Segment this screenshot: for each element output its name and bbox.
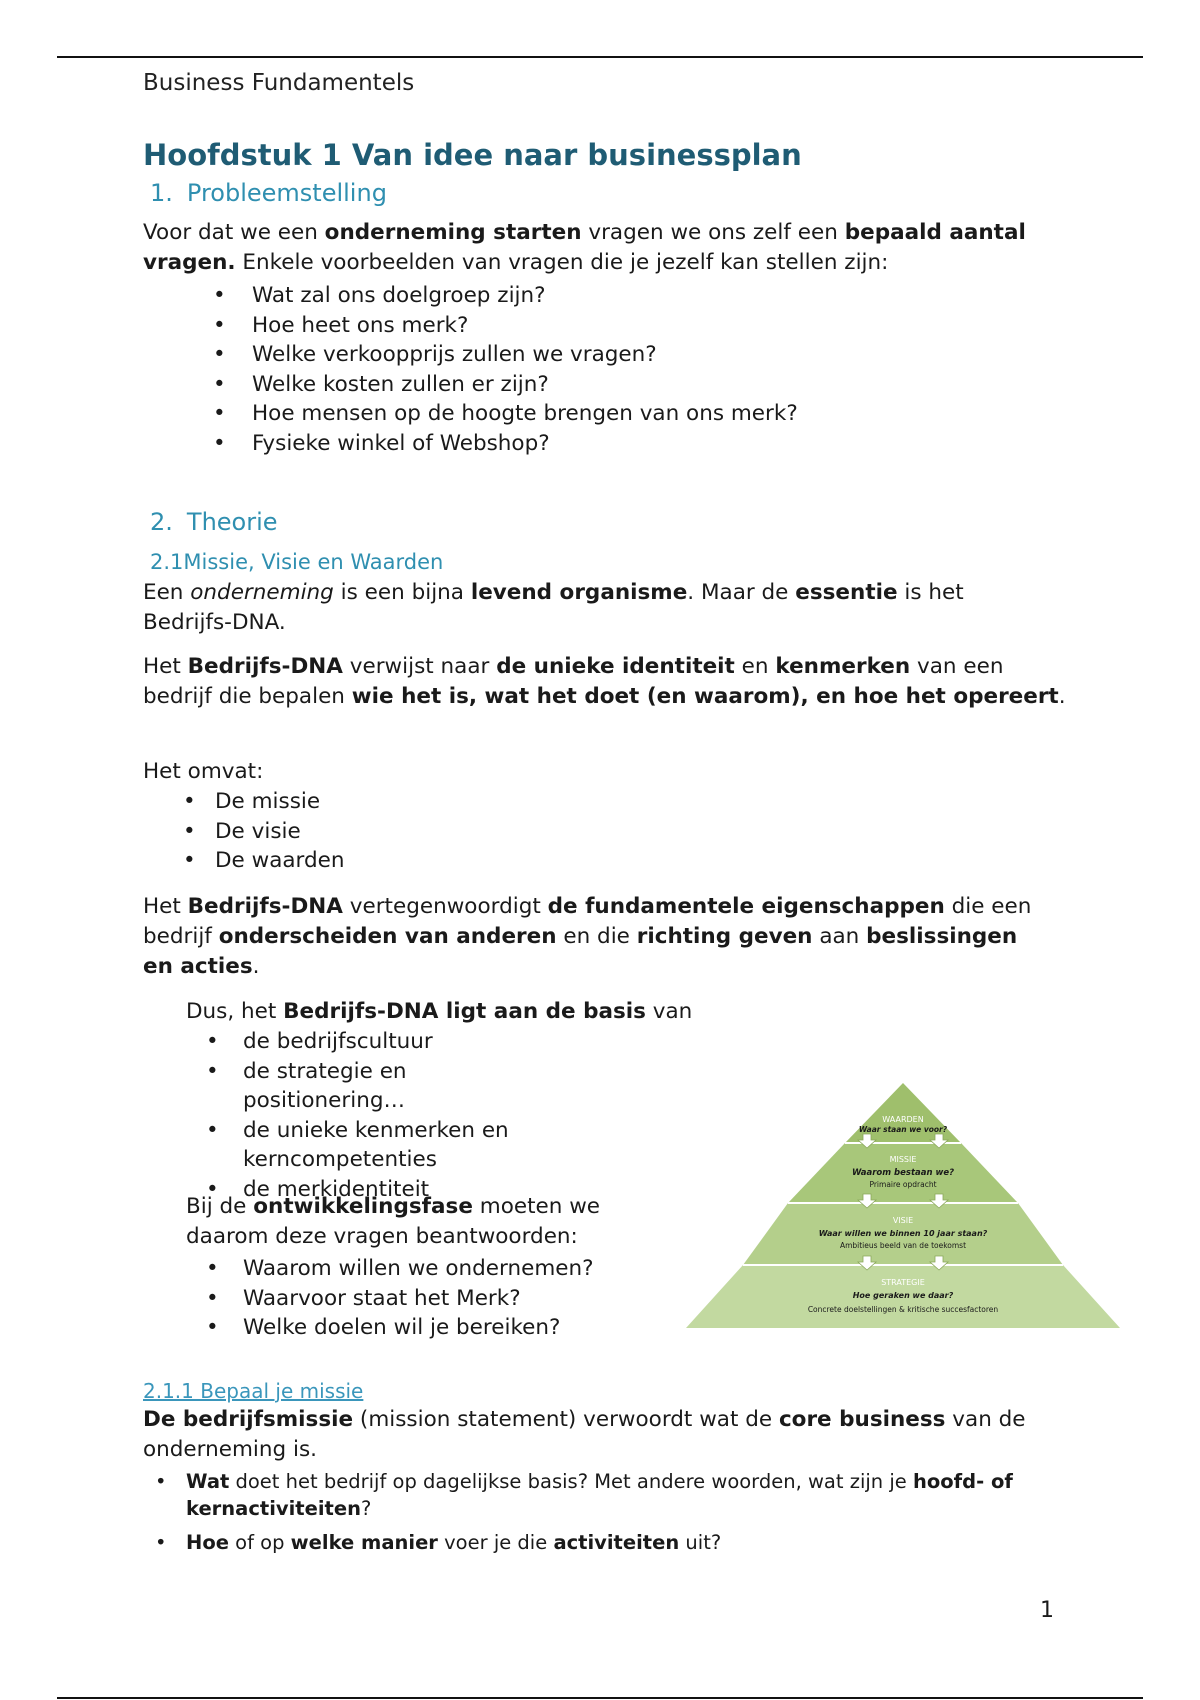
section-1-intro: Voor dat we een onderneming starten vragen we ons zelf een bepaald aantal vragen. Enkele voorbeelden van vragen die je jezelf kan stellen zijn: — [143, 220, 1026, 275]
list-item: • De waarden — [143, 846, 643, 876]
missie-paragraph: De bedrijfsmissie (mission statement) verwoordt wat de core business van de onderneming is. — [143, 1407, 1026, 1462]
subsection-heading: 2.1Missie, Visie en Waarden — [150, 550, 444, 574]
pyramid-label-strategy: STRATEGIE — [881, 1278, 925, 1287]
list-item: • de bedrijfscultuur — [143, 1027, 573, 1057]
list-item: • Hoe of op welke manier voer je die activiteiten uit? — [143, 1527, 1083, 1558]
list-item: • Wat zal ons doelgroep zijn? — [143, 281, 943, 311]
list-item: • Welke kosten zullen er zijn? — [143, 370, 943, 400]
section-1-number: 1. — [150, 179, 173, 207]
pyramid-note-mission: Primaire opdracht — [869, 1180, 937, 1189]
dus-paragraph: Dus, het Bedrijfs-DNA ligt aan de basis van — [186, 999, 693, 1024]
omvat-label: Het omvat: — [143, 759, 264, 784]
list-item: • Hoe heet ons merk? — [143, 311, 943, 341]
fase-questions-list — [143, 1254, 703, 1343]
pyramid-level-values — [845, 1083, 961, 1143]
section-1-title: Probleemstelling — [186, 179, 387, 207]
list-item: • Wat doet het bedrijf op dagelijkse basis? Met andere woorden, wat zijn je hoofd- of kernactiviteiten? — [143, 1468, 1083, 1522]
list-item: • Fysieke winkel of Webshop? — [143, 429, 943, 459]
page-number: 1 — [1040, 1598, 1054, 1623]
section-2-number: 2. — [150, 508, 173, 536]
list-item: • de unieke kenmerken en kerncompetenties — [143, 1116, 573, 1175]
pyramid-note-vision: Ambitieus beeld van de toekomst — [839, 1241, 967, 1250]
section-2-heading — [150, 508, 278, 536]
chapter-title: Hoofdstuk 1 Van idee naar businessplan — [143, 138, 802, 172]
fase-paragraph: Bij de ontwikkelingsfase moeten we daarom deze vragen beantwoorden: — [186, 1194, 601, 1249]
basis-list — [143, 1027, 573, 1204]
pyramid-label-mission: MISSIE — [889, 1155, 917, 1164]
section-2-title: Theorie — [186, 508, 278, 536]
pyramid-question-values: Waar staan we voor? — [858, 1125, 948, 1134]
list-item: • Waarom willen we ondernemen? — [143, 1254, 703, 1284]
list-item: • de strategie en positionering… — [143, 1057, 573, 1116]
omvat-list — [143, 787, 643, 876]
dna-intro-paragraph: Een onderneming is een bijna levend organisme. Maar de essentie is het Bedrijfs-DNA. — [143, 580, 964, 635]
pyramid-label-vision: VISIE — [892, 1216, 914, 1225]
missie-heading: 2.1.1 Bepaal je missie — [143, 1379, 364, 1403]
pyramid-question-strategy: Hoe geraken we daar? — [852, 1291, 954, 1300]
footer-rule — [57, 1697, 1143, 1699]
header-rule — [57, 56, 1143, 58]
list-item: • De missie — [143, 787, 643, 817]
list-item: • Hoe mensen op de hoogte brengen van ons merk? — [143, 399, 943, 429]
pyramid-question-vision: Waar willen we binnen 10 jaar staan? — [818, 1229, 988, 1238]
mission-pyramid-diagram — [686, 1083, 1120, 1328]
dna-definition-paragraph: Het Bedrijfs-DNA verwijst naar de unieke identiteit en kenmerken van een bedrijf die bepalen wie het is, wat het doet (en waarom), en hoe het opereert. — [143, 654, 1066, 709]
pyramid-note-strategy: Concrete doelstellingen & kritische succesfactoren — [807, 1305, 999, 1314]
pyramid-label-values: WAARDEN — [882, 1115, 924, 1124]
dna-represents-paragraph: Het Bedrijfs-DNA vertegenwoordigt de fundamentele eigenschappen die een bedrijf onderscheiden van anderen en die richting geven aan beslissingen en acties. — [143, 894, 1032, 979]
missie-list — [143, 1468, 1083, 1558]
question-list — [143, 281, 943, 458]
list-item: • Waarvoor staat het Merk? — [143, 1284, 703, 1314]
section-1-heading — [150, 179, 387, 207]
list-item: • Welke doelen wil je bereiken? — [143, 1313, 703, 1343]
list-item: • de merkidentiteit — [143, 1175, 573, 1205]
document-header-title: Business Fundamentels — [143, 70, 415, 96]
pyramid-question-mission: Waarom bestaan we? — [851, 1168, 955, 1178]
list-item: • De visie — [143, 817, 643, 847]
list-item: • Welke verkoopprijs zullen we vragen? — [143, 340, 943, 370]
